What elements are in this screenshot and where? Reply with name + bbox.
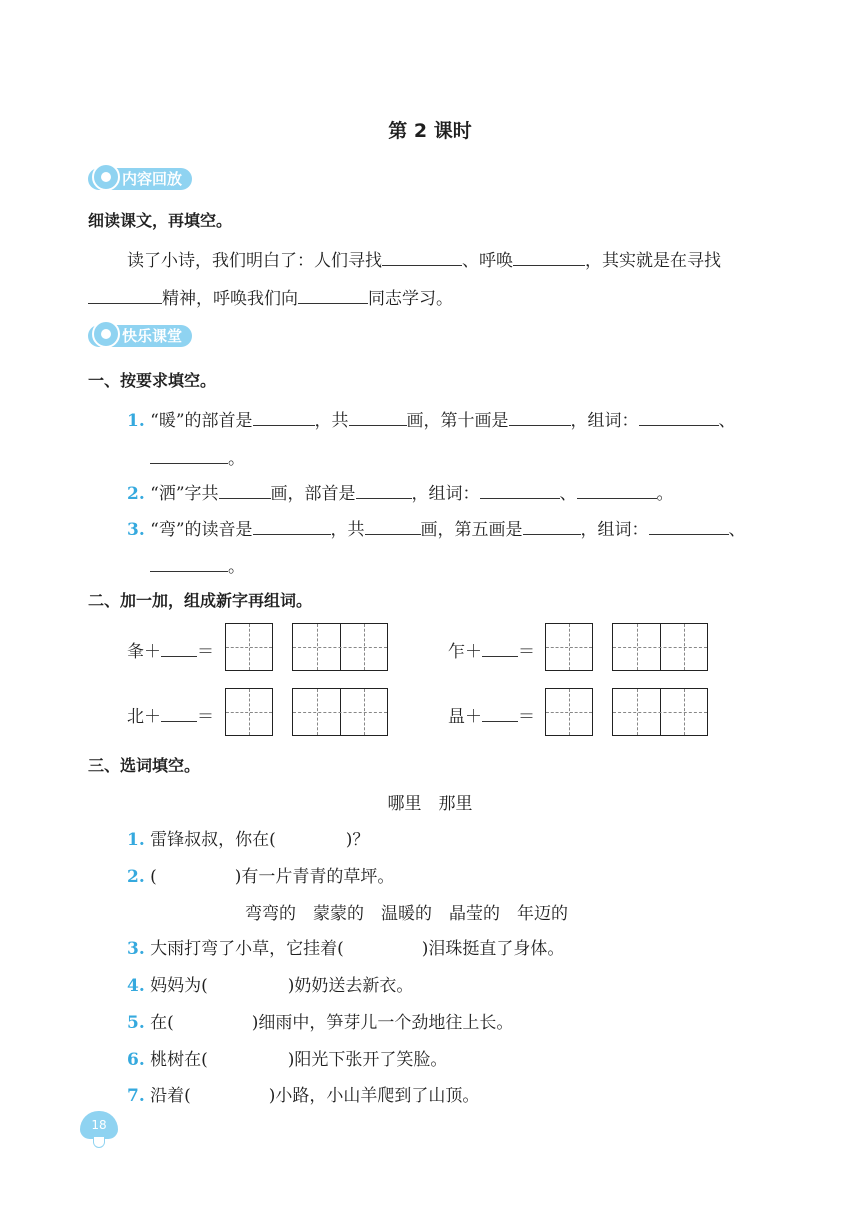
base-char: 夆＋ <box>127 642 161 662</box>
question-text: ，共 <box>314 411 349 431</box>
answer-blank[interactable] <box>577 481 657 499</box>
base-char: 北＋ <box>127 707 161 727</box>
answer-blank[interactable] <box>298 286 368 304</box>
question-text: )有一片青青的草坪。 <box>234 867 395 887</box>
question-text: ，组词： <box>411 484 480 504</box>
answer-blank[interactable] <box>649 517 729 535</box>
question-text: )？ <box>345 830 370 850</box>
review-text: 、呼唤 <box>462 251 513 271</box>
question-number: 2. <box>127 484 145 504</box>
question-text: 雷锋叔叔，你在( <box>150 830 276 850</box>
question-text: 画，第十画是 <box>406 411 509 431</box>
question-text: “弯”的读音是 <box>150 520 253 540</box>
s3-question-6 <box>127 1045 447 1070</box>
question-text: ( <box>150 867 157 887</box>
question-text: 沿着( <box>150 1086 191 1106</box>
answer-blank[interactable] <box>161 704 197 722</box>
s3-question-5 <box>127 1008 513 1033</box>
s3-question-7 <box>127 1081 479 1106</box>
s1-question-1 <box>127 406 736 431</box>
question-number: 5. <box>127 1013 145 1033</box>
word-choices-2: 弯弯的 蒙蒙的 温暖的 晶莹的 年迈的 <box>245 904 568 924</box>
question-text: ，组词： <box>580 520 649 540</box>
review-text: 读了小诗，我们明白了：人们寻找 <box>127 251 382 271</box>
char-addition-row <box>127 637 214 662</box>
equals-sign: ＝ <box>197 707 214 727</box>
review-badge <box>88 168 192 190</box>
answer-blank[interactable] <box>219 481 271 499</box>
question-text: )泪珠挺直了身体。 <box>421 939 565 959</box>
answer-blank[interactable] <box>382 248 462 266</box>
char-addition-row <box>448 702 535 727</box>
question-text: )细雨中，笋芽儿一个劲地往上长。 <box>251 1013 514 1033</box>
question-text: 。 <box>228 449 245 469</box>
char-addition-row <box>127 702 214 727</box>
answer-blank[interactable] <box>365 517 421 535</box>
s1-question-3-cont <box>150 552 245 577</box>
answer-blank[interactable] <box>513 248 585 266</box>
question-number: 1. <box>127 830 145 850</box>
question-number: 3. <box>127 520 145 540</box>
question-text: 、 <box>728 520 746 540</box>
section-2-heading: 二、加一加，组成新字再组词。 <box>88 591 313 610</box>
answer-blank[interactable] <box>482 639 518 657</box>
class-badge <box>88 325 192 347</box>
answer-blank[interactable] <box>509 408 571 426</box>
question-text: 在( <box>150 1013 174 1033</box>
mushroom-icon <box>92 320 120 348</box>
question-text: “暖”的部首是 <box>150 411 253 431</box>
question-number: 7. <box>127 1086 145 1106</box>
tianzige-box[interactable] <box>225 623 273 671</box>
lesson-title: 第 2 课时 <box>388 120 472 142</box>
review-line-2 <box>88 284 453 309</box>
question-number: 6. <box>127 1050 145 1070</box>
section-3-heading: 三、选词填空。 <box>88 756 201 775</box>
base-char: 昷＋ <box>448 707 482 727</box>
tianzige-word-box[interactable] <box>292 688 388 736</box>
answer-blank[interactable] <box>161 639 197 657</box>
question-text: 、 <box>718 411 736 431</box>
review-text: 同志学习。 <box>368 289 453 309</box>
mushroom-stem-icon <box>93 1136 105 1148</box>
equals-sign: ＝ <box>518 642 535 662</box>
review-badge-label: 内容回放 <box>122 170 183 188</box>
s3-question-1 <box>127 825 369 850</box>
tianzige-word-box[interactable] <box>612 688 708 736</box>
question-text: 画，第五画是 <box>420 520 523 540</box>
answer-blank[interactable] <box>253 517 331 535</box>
s3-question-4 <box>127 971 413 996</box>
review-text: 精神，呼唤我们向 <box>162 289 298 309</box>
answer-blank[interactable] <box>88 286 162 304</box>
ufo-icon <box>92 163 120 191</box>
question-text: ，组词： <box>570 411 639 431</box>
s1-question-2 <box>127 479 674 504</box>
answer-blank[interactable] <box>523 517 581 535</box>
s3-question-3 <box>127 934 564 959</box>
base-char: 乍＋ <box>448 642 482 662</box>
answer-blank[interactable] <box>480 481 560 499</box>
answer-blank[interactable] <box>349 408 407 426</box>
answer-blank[interactable] <box>253 408 315 426</box>
question-text: )小路，小山羊爬到了山顶。 <box>268 1086 480 1106</box>
class-badge-label: 快乐课堂 <box>122 327 183 345</box>
question-text: )奶奶送去新衣。 <box>287 976 414 996</box>
s1-question-3 <box>127 515 746 540</box>
tianzige-box[interactable] <box>545 623 593 671</box>
question-text: 桃树在( <box>150 1050 208 1070</box>
question-number: 1. <box>127 411 145 431</box>
answer-blank[interactable] <box>356 481 412 499</box>
answer-blank[interactable] <box>639 408 719 426</box>
equals-sign: ＝ <box>197 642 214 662</box>
word-choices-1: 哪里 那里 <box>387 794 473 814</box>
review-line-1 <box>127 246 721 271</box>
question-number: 3. <box>127 939 145 959</box>
question-text: “洒”字共 <box>150 484 219 504</box>
tianzige-box[interactable] <box>545 688 593 736</box>
question-text: 画，部首是 <box>270 484 356 504</box>
review-instruction: 细读课文，再填空。 <box>88 211 233 230</box>
section-1-heading: 一、按要求填空。 <box>88 371 217 390</box>
review-text: ，其实就是在寻找 <box>585 251 721 271</box>
tianzige-word-box[interactable] <box>612 623 708 671</box>
question-text: )阳光下张开了笑脸。 <box>287 1050 448 1070</box>
s3-question-2 <box>127 862 394 887</box>
page-number: 18 <box>80 1111 118 1139</box>
answer-blank[interactable] <box>150 554 228 572</box>
question-text: 大雨打弯了小草，它挂着( <box>150 939 344 959</box>
tianzige-word-box[interactable] <box>292 623 388 671</box>
question-number: 4. <box>127 976 145 996</box>
question-text: 。 <box>656 484 674 504</box>
question-text: ，共 <box>330 520 365 540</box>
answer-blank[interactable] <box>150 446 228 464</box>
tianzige-box[interactable] <box>225 688 273 736</box>
s1-question-1-cont <box>150 444 245 469</box>
question-text: 、 <box>559 484 577 504</box>
question-text: 妈妈为( <box>150 976 208 996</box>
equals-sign: ＝ <box>518 707 535 727</box>
question-text: 。 <box>228 557 245 577</box>
question-number: 2. <box>127 867 145 887</box>
char-addition-row <box>448 637 535 662</box>
answer-blank[interactable] <box>482 704 518 722</box>
